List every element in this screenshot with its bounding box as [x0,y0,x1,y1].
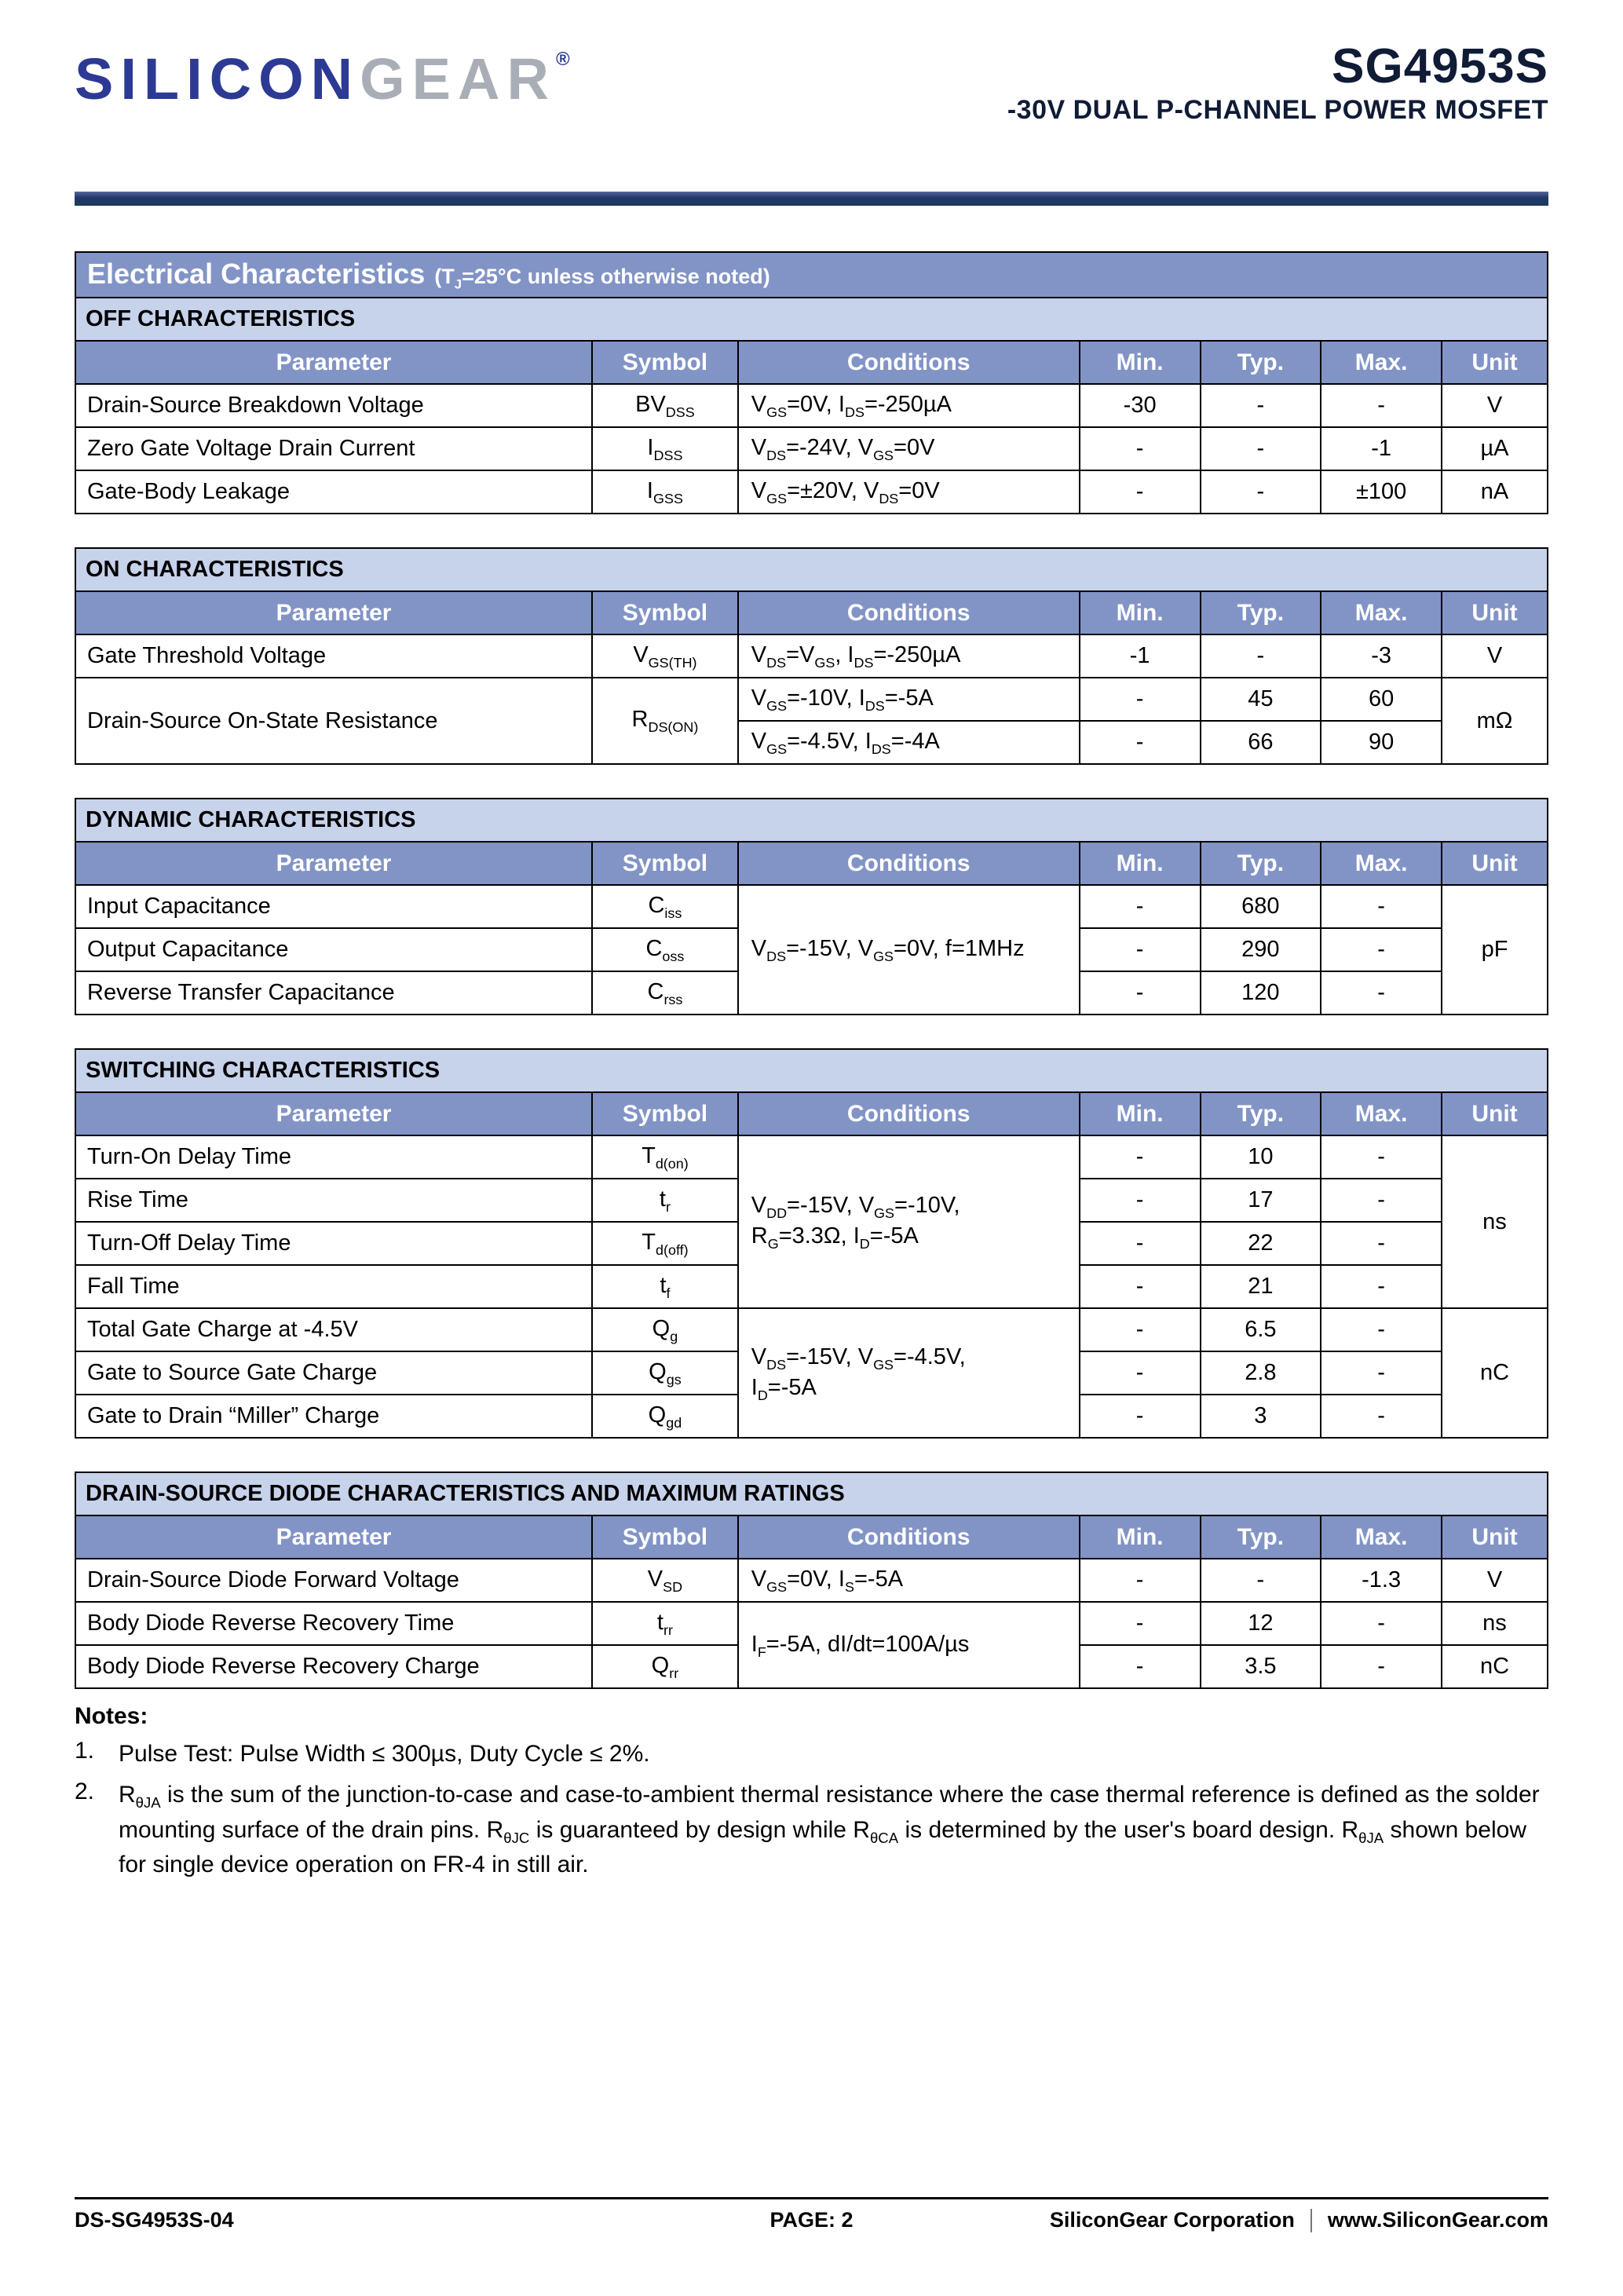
column-header: Parameter [75,1515,592,1559]
min-cell: - [1080,1602,1201,1645]
symbol-cell: $T_{d(off)}$ [592,1222,738,1265]
max-cell: - [1321,384,1442,427]
typ-cell: 3.5 [1201,1645,1321,1688]
param-cell: Input Capacitance [75,885,592,928]
conditions-cell: $V_{DS}=V_{GS}$, $I_{DS}=-250\mu A$ [738,634,1080,678]
column-header-row [75,591,1548,634]
table-title-banner [75,252,1548,298]
column-header: Unit [1442,842,1548,885]
column-header: Min. [1080,591,1201,634]
typ-cell: 22 [1201,1222,1321,1265]
column-header: Min. [1080,1092,1201,1135]
min-cell: - [1080,1645,1201,1688]
part-number: SG4953S [1332,39,1548,93]
max-cell: - [1321,928,1442,971]
conditions-cell: $V_{DD}=-15V$, $V_{GS}=-10V$, $R_G=3.3\Omega$, $I_D=-5A$ [738,1135,1080,1308]
unit-cell: nC [1442,1645,1548,1688]
header-title-block [1007,41,1548,126]
conditions-cell: $V_{GS}=0V$, $I_{DS}=-250\mu A$ [738,384,1080,427]
typ-cell: 66 [1201,721,1321,764]
column-header: Symbol [592,341,738,384]
conditions-cell: $V_{DS}=-15V$, $V_{GS}=0V$, f=1MHz [738,885,1080,1015]
conditions-cell: $I_F=-5A$, dI/dt=100A/µs [738,1602,1080,1688]
section-header: SWITCHING CHARACTERISTICS [75,1049,1548,1092]
section-header: OFF CHARACTERISTICS [75,298,1548,341]
unit-cell: pF [1442,885,1548,1015]
table-row [75,885,1548,928]
conditions-cell: $V_{DS}=-24V$, $V_{GS}=0V$ [738,427,1080,470]
min-cell: - [1080,1222,1201,1265]
column-header: Typ. [1201,341,1321,384]
symbol-cell: $Q_{gs}$ [592,1351,738,1395]
column-header: Max. [1321,341,1442,384]
column-header: Unit [1442,1515,1548,1559]
footer-divider [1310,2209,1312,2232]
symbol-cell: $Q_{gd}$ [592,1395,738,1438]
unit-cell: mΩ [1442,678,1548,764]
conditions-cell: $V_{GS}=\pm 20V$, $V_{DS}=0V$ [738,470,1080,514]
table-title-note: ($T_J=25^\circ C$ unless otherwise noted) [434,265,770,292]
characteristics-table [75,251,1548,514]
table-row [75,1135,1548,1179]
conditions-cell: $V_{GS}=-4.5V$, $I_{DS}=-4A$ [738,721,1080,764]
characteristics-table [75,1472,1548,1689]
notes-title: Notes: [75,1703,148,1730]
notes-section [75,1703,1548,1881]
symbol-cell: $V_{SD}$ [592,1559,738,1602]
column-header-row [75,1092,1548,1135]
column-header: Symbol [592,591,738,634]
table-row [75,1308,1548,1351]
symbol-cell: $R_{DS(ON)}$ [592,678,738,764]
max-cell: - [1321,971,1442,1015]
param-cell: Drain-Source Breakdown Voltage [75,384,592,427]
company-name: SiliconGear Corporation [1049,2208,1295,2232]
param-cell: Drain-Source On-State Resistance [75,678,592,764]
max-cell: - [1321,1135,1442,1179]
symbol-cell: $C_{iss}$ [592,885,738,928]
column-header: Symbol [592,1092,738,1135]
column-header: Conditions [738,1092,1080,1135]
typ-cell: 45 [1201,678,1321,721]
column-header: Typ. [1201,842,1321,885]
symbol-cell: $C_{rss}$ [592,971,738,1015]
unit-cell: ns [1442,1602,1548,1645]
column-header: Unit [1442,1092,1548,1135]
max-cell: - [1321,1265,1442,1308]
table-row [75,384,1548,427]
column-header: Symbol [592,1515,738,1559]
param-cell: Turn-On Delay Time [75,1135,592,1179]
min-cell: - [1080,1179,1201,1222]
param-cell: Zero Gate Voltage Drain Current [75,427,592,470]
param-cell: Reverse Transfer Capacitance [75,971,592,1015]
column-header-row [75,1515,1548,1559]
symbol-cell: $t_r$ [592,1179,738,1222]
param-cell: Rise Time [75,1179,592,1222]
column-header: Typ. [1201,1092,1321,1135]
min-cell: - [1080,427,1201,470]
param-cell: Gate to Source Gate Charge [75,1351,592,1395]
symbol-cell: $t_f$ [592,1265,738,1308]
symbol-cell: $Q_g$ [592,1308,738,1351]
column-header: Parameter [75,341,592,384]
table-row [75,678,1548,721]
param-cell: Gate Threshold Voltage [75,634,592,678]
max-cell: - [1321,1222,1442,1265]
registered-mark-icon: ® [555,49,570,70]
footer-right-group [1050,2208,1548,2232]
typ-cell: - [1201,427,1321,470]
tables-host [0,251,1623,1689]
section-header: DRAIN-SOURCE DIODE CHARACTERISTICS AND MAXIMUM RATINGS [75,1472,1548,1515]
column-header: Unit [1442,591,1548,634]
min-cell: - [1080,928,1201,971]
param-cell: Fall Time [75,1265,592,1308]
note-number: 2. [75,1779,95,1805]
param-cell: Drain-Source Diode Forward Voltage [75,1559,592,1602]
symbol-cell: $V_{GS(TH)}$ [592,634,738,678]
column-header: Unit [1442,341,1548,384]
typ-cell: 10 [1201,1135,1321,1179]
typ-cell: 6.5 [1201,1308,1321,1351]
max-cell: 60 [1321,678,1442,721]
unit-cell: V [1442,634,1548,678]
max-cell: - [1321,1351,1442,1395]
max-cell: 90 [1321,721,1442,764]
page-number: PAGE: 2 [769,2208,854,2232]
conditions-cell: $V_{GS}=0V$, $I_S=-5A$ [738,1559,1080,1602]
column-header: Parameter [75,1092,592,1135]
column-header: Min. [1080,1515,1201,1559]
max-cell: - [1321,1179,1442,1222]
column-header: Parameter [75,842,592,885]
min-cell: - [1080,1559,1201,1602]
min-cell: - [1080,678,1201,721]
param-cell: Body Diode Reverse Recovery Charge [75,1645,592,1688]
note-text: Pulse Test: Pulse Width ≤ 300µs, Duty Cycle ≤ 2%. [119,1741,650,1768]
conditions-cell: $V_{DS}=-15V$, $V_{GS}=-4.5V$, $I_D=-5A$ [738,1308,1080,1438]
unit-cell: µA [1442,427,1548,470]
page-footer [75,2208,1548,2239]
max-cell: - [1321,1645,1442,1688]
logo-text-gear: GEAR [360,46,556,112]
min-cell: - [1080,470,1201,514]
column-header: Max. [1321,1092,1442,1135]
typ-cell: 120 [1201,971,1321,1015]
column-header: Conditions [738,842,1080,885]
note-text: $R_{\theta JA}$ is the sum of the junction-to-case and case-to-ambient thermal resistance where the case thermal reference is defined as the solder mounting surface of the drain pins. $R_{\theta JC}$ is guaranteed by design while $R_{\theta CA}$ is determined by the user's board design. $R_{\theta JA}$ shown below for single device operation on FR-4 in still air. [119,1782,1540,1877]
symbol-cell: $T_{d(on)}$ [592,1135,738,1179]
min-cell: - [1080,1265,1201,1308]
table-row [75,1602,1548,1645]
column-header: Symbol [592,842,738,885]
footer-rule [75,2197,1548,2199]
typ-cell: 12 [1201,1602,1321,1645]
typ-cell: 2.8 [1201,1351,1321,1395]
table-row [75,470,1548,514]
min-cell: - [1080,1308,1201,1351]
param-cell: Gate-Body Leakage [75,470,592,514]
symbol-cell: $I_{GSS}$ [592,470,738,514]
param-cell: Output Capacitance [75,928,592,971]
param-cell: Gate to Drain “Miller” Charge [75,1395,592,1438]
symbol-cell: $C_{oss}$ [592,928,738,971]
typ-cell: - [1201,634,1321,678]
unit-cell: nA [1442,470,1548,514]
column-header: Parameter [75,591,592,634]
part-subtitle: -30V DUAL P-CHANNEL POWER MOSFET [1007,95,1548,126]
column-header-row [75,842,1548,885]
column-header: Conditions [738,1515,1080,1559]
doc-number: DS-SG4953S-04 [75,2208,234,2232]
unit-cell: V [1442,384,1548,427]
max-cell: -1.3 [1321,1559,1442,1602]
unit-cell: ns [1442,1135,1548,1308]
min-cell: -1 [1080,634,1201,678]
column-header: Min. [1080,341,1201,384]
typ-cell: 290 [1201,928,1321,971]
typ-cell: 21 [1201,1265,1321,1308]
column-header: Conditions [738,591,1080,634]
min-cell: - [1080,1351,1201,1395]
typ-cell: - [1201,1559,1321,1602]
silicongear-logo [75,41,570,112]
max-cell: -1 [1321,427,1442,470]
column-header-row [75,341,1548,384]
column-header: Min. [1080,842,1201,885]
min-cell: -30 [1080,384,1201,427]
column-header: Max. [1321,591,1442,634]
min-cell: - [1080,1395,1201,1438]
symbol-cell: $I_{DSS}$ [592,427,738,470]
typ-cell: 17 [1201,1179,1321,1222]
section-header: ON CHARACTERISTICS [75,548,1548,591]
column-header: Max. [1321,842,1442,885]
website-text: www.SiliconGear.com [1327,2208,1548,2232]
characteristics-table [75,1048,1548,1439]
typ-cell: - [1201,384,1321,427]
symbol-cell: $BV_{DSS}$ [592,384,738,427]
column-header: Typ. [1201,1515,1321,1559]
page-header [75,41,1548,126]
section-header: DYNAMIC CHARACTERISTICS [75,799,1548,842]
note-item [75,1738,1548,1771]
column-header: Max. [1321,1515,1442,1559]
symbol-cell: $t_{rr}$ [592,1602,738,1645]
max-cell: -3 [1321,634,1442,678]
symbol-cell: $Q_{rr}$ [592,1645,738,1688]
param-cell: Total Gate Charge at -4.5V [75,1308,592,1351]
max-cell: - [1321,1308,1442,1351]
typ-cell: - [1201,470,1321,514]
typ-cell: 3 [1201,1395,1321,1438]
min-cell: - [1080,1135,1201,1179]
max-cell: - [1321,1395,1442,1438]
table-row [75,634,1548,678]
unit-cell: V [1442,1559,1548,1602]
min-cell: - [1080,721,1201,764]
column-header: Typ. [1201,591,1321,634]
unit-cell: nC [1442,1308,1548,1438]
max-cell: - [1321,885,1442,928]
logo-text-silicon: SILICON [75,46,360,112]
column-header: Conditions [738,341,1080,384]
min-cell: - [1080,885,1201,928]
max-cell: ±100 [1321,470,1442,514]
table-title: Electrical Characteristics [87,258,426,291]
param-cell: Body Diode Reverse Recovery Time [75,1602,592,1645]
conditions-cell: $V_{GS}=-10V$, $I_{DS}=-5A$ [738,678,1080,721]
note-item [75,1779,1548,1881]
characteristics-table [75,547,1548,765]
note-number: 1. [75,1738,95,1764]
header-rule [75,192,1548,206]
table-row [75,427,1548,470]
table-row [75,1559,1548,1602]
typ-cell: 680 [1201,885,1321,928]
characteristics-table [75,798,1548,1015]
max-cell: - [1321,1602,1442,1645]
min-cell: - [1080,971,1201,1015]
param-cell: Turn-Off Delay Time [75,1222,592,1265]
